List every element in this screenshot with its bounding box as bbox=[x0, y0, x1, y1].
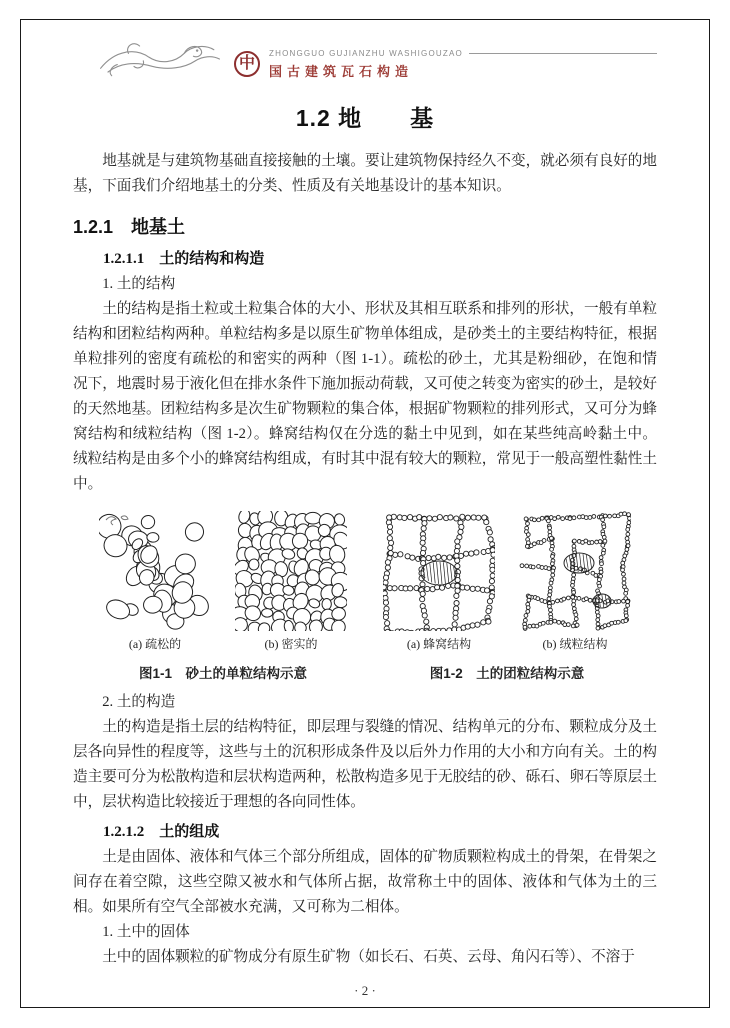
page-border-frame bbox=[20, 19, 710, 1008]
item-heading-soil-structure: 1. 土的结构 bbox=[102, 276, 176, 292]
figure-captions-row bbox=[73, 662, 657, 682]
figure-loose-sand-image bbox=[99, 511, 211, 631]
paragraph-soil-structure: 土的结构是指土粒或土粒集合体的大小、形状及其相互联系和排列的形状，一般有单粒结构和团粒结构两种。单粒结构多是以原生矿物单体组成，是砂类土的主要结构特征，根据单粒排列的密度有疏松的和密实的两种（图 1-1）。疏松的砂土，尤其是粉细砂，在饱和情况下，地震时易于液化但在排水条件下施加振动荷载，又可使之转变为密实的砂土，是较好的天然地基。团粒结构多是次生矿物颗粒的集合体，根据矿物颗粒的排列形式，又可分为蜂窝结构和绒粒结构（图 1-2）。蜂窝结构仅在分选的黏土中见到，如在某些纯高岭黏土中。绒粒结构是由多个小的蜂窝结构组成，有时其中混有较大的颗粒，常见于一般高塑性黏性土中。 bbox=[73, 301, 657, 492]
paragraph-intro: 地基就是与建筑物基础直接接触的土壤。要让建筑物保持经久不变，就必须有良好的地基，下面我们介绍地基土的分类、性质及有关地基设计的基本知识。 bbox=[73, 153, 657, 194]
figure-honeycomb-image bbox=[383, 511, 495, 631]
figure-honeycomb bbox=[383, 511, 495, 652]
heading-1-2-1: 1.2.1 地基土 bbox=[73, 217, 186, 237]
page-header bbox=[95, 38, 657, 80]
figure-1-2-group bbox=[383, 511, 631, 652]
item-heading-soil-construction: 2. 土的构造 bbox=[102, 694, 176, 710]
header-series-title: 国古建筑瓦石构造 bbox=[269, 64, 414, 79]
header-rule bbox=[469, 53, 657, 54]
paragraph-soil-construction: 土的构造是指土层的结构特征，即层理与裂缝的情况、结构单元的分布、颗粒成分及土层各向异性的程度等，这些与土的沉积形成条件及以后外力作用的大小和方向有关。土的构造主要可分为松散构造和层状构造两种，松散构造多见于无胶结的砂、砾石、卵石等原层土中，层状构造比较接近于理想的各向同性体。 bbox=[73, 719, 657, 810]
figure-1-1-group bbox=[99, 511, 347, 652]
header-title-block bbox=[269, 49, 657, 80]
figure-dense-sand-image bbox=[235, 511, 347, 631]
figure-row bbox=[73, 511, 657, 652]
heading-1-2-1-2: 1.2.1.2 土的组成 bbox=[103, 824, 220, 840]
item-heading-solid: 1. 土中的固体 bbox=[102, 924, 190, 940]
publisher-logo-char: 中 bbox=[238, 55, 255, 72]
figure-1-2-caption: 图1-2 土的团粒结构示意 bbox=[429, 666, 585, 681]
page-number: · 2 · bbox=[354, 983, 376, 998]
figure-loose-sand-caption: (a) 疏松的 bbox=[128, 637, 182, 651]
figure-1-1-caption: 图1-1 砂土的单粒结构示意 bbox=[138, 666, 307, 681]
heading-1-2-1-1: 1.2.1.1 土的结构和构造 bbox=[103, 251, 265, 267]
paragraph-solid: 土中的固体颗粒的矿物成分有原生矿物（如长石、石英、云母、角闪石等）、不溶于 bbox=[102, 949, 635, 965]
figure-flocculent-image bbox=[519, 511, 631, 631]
dragon-ornament-icon bbox=[95, 38, 225, 80]
figure-dense-sand-caption: (b) 密实的 bbox=[264, 637, 318, 651]
section-title: 1.2 地 基 bbox=[295, 105, 435, 131]
figure-flocculent-caption: (b) 绒粒结构 bbox=[542, 637, 608, 651]
paragraph-soil-composition: 土是由固体、液体和气体三个部分所组成，固体的矿物质颗粒构成土的骨架，在骨架之间存在着空隙，这些空隙又被水和气体所占据，故常称土中的固体、液体和气体为土的三相。如果所有空气全部被水充满，又可称为二相体。 bbox=[73, 849, 657, 915]
header-pinyin: ZHONGGUO GUJIANZHU WASHIGOUZAO bbox=[269, 49, 463, 58]
figure-loose-sand bbox=[99, 511, 211, 652]
figure-flocculent bbox=[519, 511, 631, 652]
figure-honeycomb-caption: (a) 蜂窝结构 bbox=[406, 637, 472, 651]
publisher-logo bbox=[234, 51, 260, 77]
figure-dense-sand bbox=[235, 511, 347, 652]
